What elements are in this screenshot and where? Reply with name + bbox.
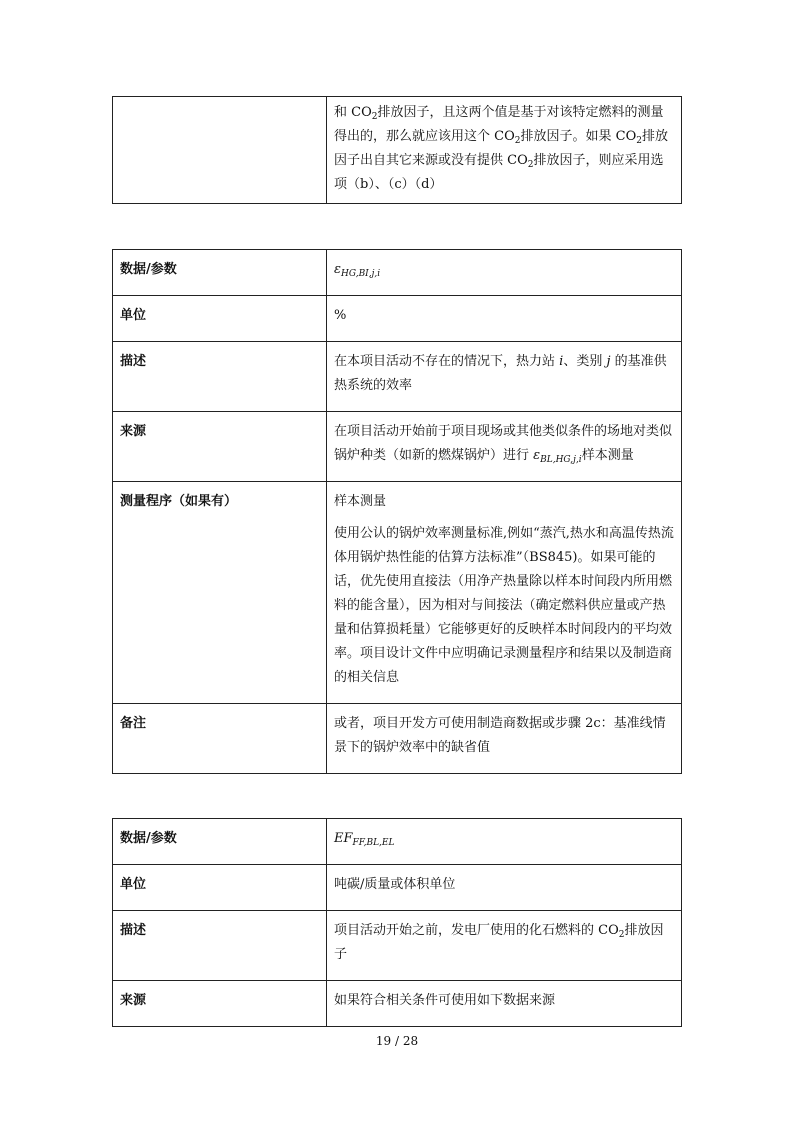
description-value: 项目活动开始之前，发电厂使用的化石燃料的 $CO_2$排放因子: [327, 911, 682, 981]
continuation-table: [112, 96, 682, 204]
table-row: [113, 865, 682, 911]
row-label: 单位: [113, 865, 327, 911]
parameter-table-emission-factor: [112, 818, 682, 1027]
table-row: [113, 911, 682, 981]
unit-value: %: [327, 296, 682, 342]
table-row: [113, 704, 682, 774]
remark-value: 或者，项目开发方可使用制造商数据或步骤 2c：基准线情景下的锅炉效率中的缺省值: [327, 704, 682, 774]
empty-label-cell: [113, 97, 327, 204]
table-row: [113, 482, 682, 704]
row-label: 来源: [113, 981, 327, 1027]
row-label: 描述: [113, 911, 327, 981]
continuation-text: 和 $CO_2$排放因子，且这两个值是基于对该特定燃料的测量得出的，那么就应该用这个 $CO_2$排放因子。如果 $CO_2$排放因子出自其它来源或没有提供 $CO_2$排放因子，则应采用选项（b）、（c）（d）: [327, 97, 682, 204]
table-row: [113, 250, 682, 296]
row-label: 单位: [113, 296, 327, 342]
row-label: 测量程序（如果有）: [113, 482, 327, 704]
table-row: [113, 412, 682, 482]
procedure-value: 样本测量 使用公认的锅炉效率测量标准,例如“蒸汽,热水和高温传热流体用锅炉热性能的估算方法标准”（BS845)。如果可能的话，优先使用直接法（用净产热量除以样本时间段内所用燃料的能含量），因为相对与间接法（确定燃料供应量或产热量和估算损耗量）它能够更好的反映样本时间段内的平均效率。项目设计文件中应明确记录测量程序和结果以及制造商的相关信息: [327, 482, 682, 704]
table-row: [113, 981, 682, 1027]
unit-value: 吨碳/质量或体积单位: [327, 865, 682, 911]
parameter-table-efficiency: [112, 249, 682, 774]
row-label: 来源: [113, 412, 327, 482]
row-label: 数据/参数: [113, 819, 327, 865]
table-row: [113, 342, 682, 412]
source-value: 在项目活动开始前于项目现场或其他类似条件的场地对类似锅炉种类（如新的燃煤锅炉）进行 $\varepsilon_{BL,HG,j,i}$样本测量: [327, 412, 682, 482]
source-value: 如果符合相关条件可使用如下数据来源: [327, 981, 682, 1027]
row-label: 数据/参数: [113, 250, 327, 296]
table-row: [113, 97, 682, 204]
table-row: [113, 296, 682, 342]
table-row: [113, 819, 682, 865]
page-number: 19 / 28: [375, 1034, 419, 1048]
row-label: 描述: [113, 342, 327, 412]
parameter-symbol: $EF_{FF,BL,EL}$: [327, 819, 682, 865]
row-label: 备注: [113, 704, 327, 774]
description-value: 在本项目活动不存在的情况下，热力站 i、类别 j 的基准供热系统的效率: [327, 342, 682, 412]
parameter-symbol: $\varepsilon_{HG,BI,j,i}$: [327, 250, 682, 296]
